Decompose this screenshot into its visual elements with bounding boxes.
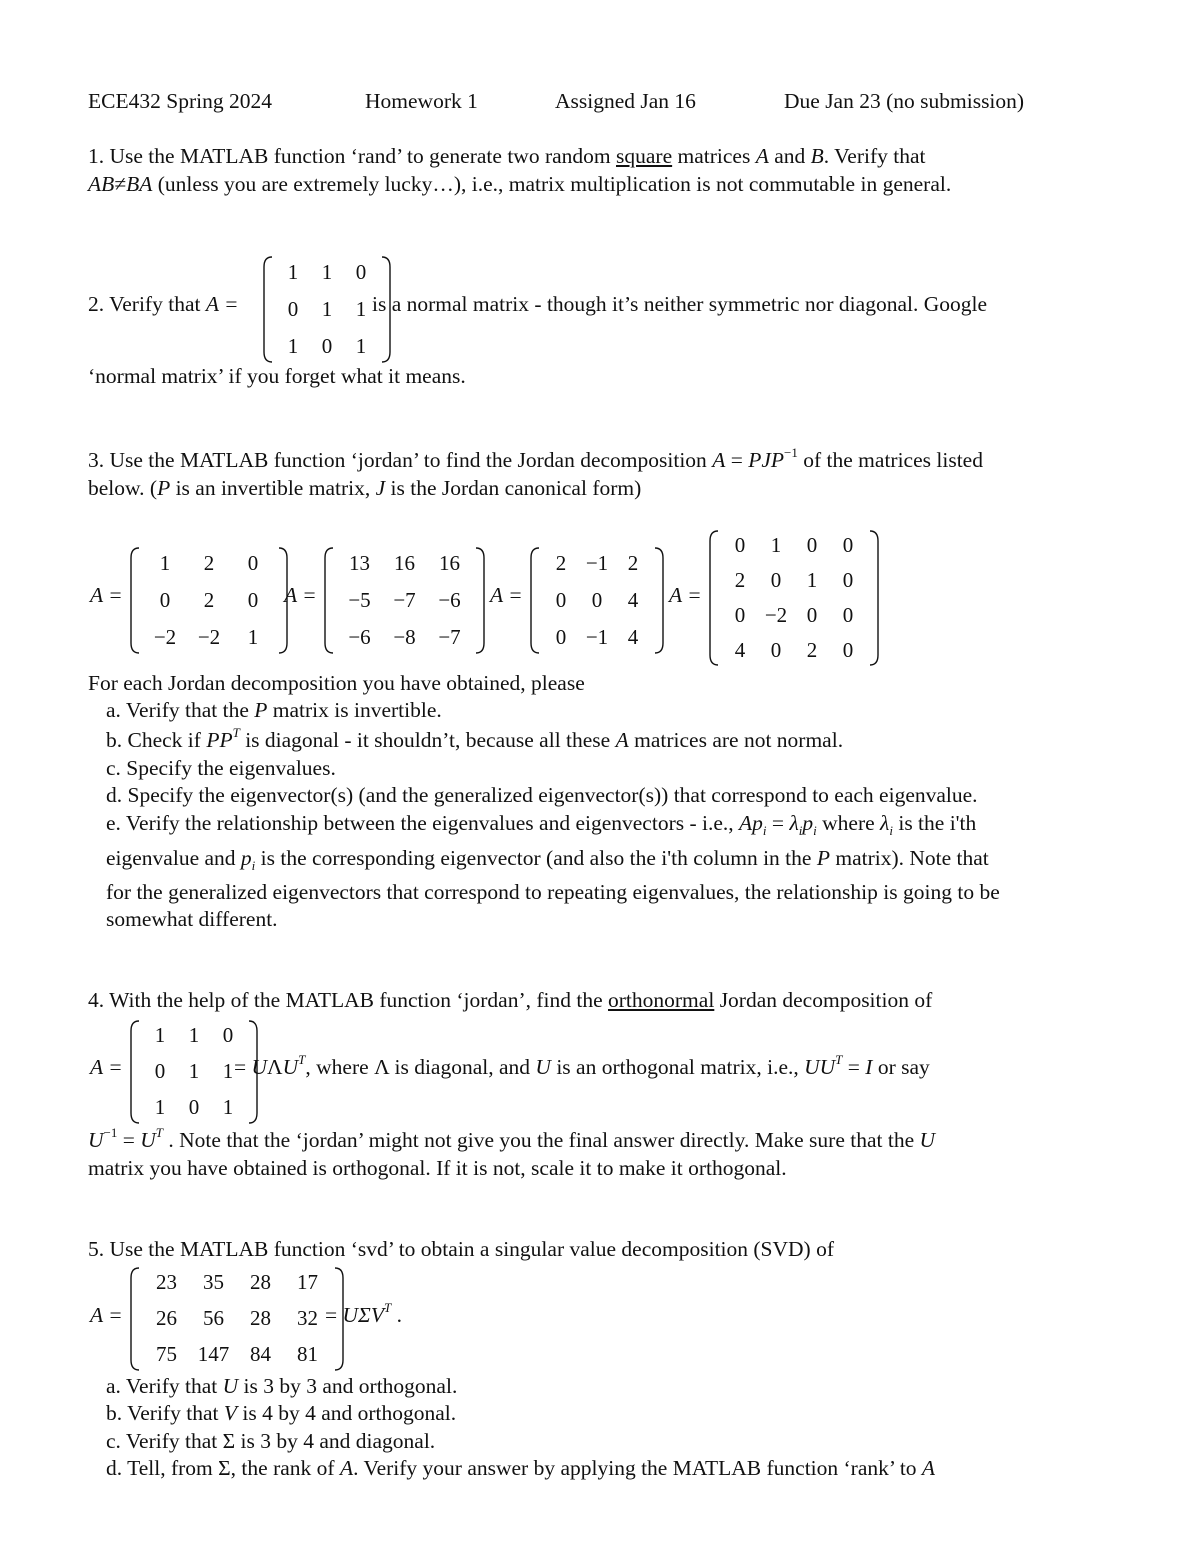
matrix-cell: −1 [585, 624, 609, 649]
matrix-cell: −5 [348, 587, 371, 612]
matrix-cell: 1 [188, 1059, 200, 1084]
problem-3-item-d: d. Specify the eigenvector(s) (and the generalized eigenvector(s)) that correspond to each eigenvalue. [106, 783, 978, 807]
problem-3-matrix-2 [323, 545, 486, 656]
matrix-cell: 28 [250, 1306, 271, 1331]
matrix-cell: 4 [734, 637, 746, 662]
matrix-cell: 84 [250, 1342, 271, 1367]
matrix-cell: 0 [555, 587, 567, 612]
matrix-cell: −6 [438, 587, 461, 612]
matrix-1-label: A = [90, 583, 123, 607]
matrix-cell: −7 [438, 624, 461, 649]
problem-5-matrix [129, 1265, 345, 1373]
matrix-cell: 1 [355, 296, 367, 321]
left-paren [129, 1265, 141, 1373]
matrix-cell: −6 [348, 624, 371, 649]
matrix-cell: 75 [156, 1342, 177, 1367]
matrix-cell: 147 [197, 1342, 230, 1367]
problem-3-matrix-4 [708, 528, 880, 668]
matrix-cell: 0 [287, 296, 299, 321]
problem-5-item-a: a. Verify that U is 3 by 3 and orthogonal. [106, 1374, 458, 1398]
matrix-cell: 0 [842, 567, 854, 592]
matrix-cell: 2 [806, 637, 818, 662]
matrix-cell: 0 [734, 532, 746, 557]
matrix-cell: 32 [297, 1306, 318, 1331]
left-paren [323, 545, 335, 656]
matrix-cell: 1 [222, 1095, 234, 1120]
problem-3-item-b: b. Check if $PP^T$ is diagonal - it shouldn’t, because all these A matrices are not normal. [106, 725, 844, 752]
matrix-cell: 17 [297, 1270, 318, 1295]
problem-5-item-d: d. Tell, from Σ, the rank of A. Verify your answer by applying the MATLAB function ‘rank’ to A [106, 1456, 936, 1480]
matrix-cell: 0 [247, 587, 259, 612]
problem-3-item-e: e. Verify the relationship between the eigenvalues and eigenvectors - i.e., $Ap_i = \lambda_ip_i$ where $\lambda_i$ is the i'th [106, 811, 977, 838]
matrix-cell: 1 [321, 296, 333, 321]
matrix-cell: 0 [806, 602, 818, 627]
matrix-cell: 16 [394, 550, 415, 575]
problem-3-item-e-line-2: eigenvalue and $p_i$ is the corresponding eigenvector (and also the i'th column in the P matrix). Note that [106, 846, 989, 873]
matrix-cell: 1 [247, 624, 259, 649]
left-paren [708, 528, 720, 668]
right-paren [474, 545, 486, 656]
matrix-cell: 0 [159, 587, 171, 612]
matrix-cell: 0 [188, 1095, 200, 1120]
matrix-cell: −7 [393, 587, 416, 612]
course-label: ECE432 Spring 2024 [88, 89, 272, 113]
matrix-cell: 0 [770, 637, 782, 662]
matrix-4-label: A = [669, 583, 702, 607]
problem-3-matrix-3 [529, 545, 665, 656]
matrix-cell: −8 [393, 624, 416, 649]
problem-2-post: is a normal matrix - though it’s neither symmetric nor diagonal. Google [372, 292, 988, 316]
matrix-cell: 1 [159, 550, 171, 575]
matrix-2-label: A = [284, 583, 317, 607]
matrix-cell: 0 [770, 567, 782, 592]
matrix-cell: 1 [321, 259, 333, 284]
left-paren [529, 545, 541, 656]
matrix-cell: 2 [627, 550, 639, 575]
homework-label: Homework 1 [365, 89, 478, 113]
matrix-cell: −1 [585, 550, 609, 575]
matrix-cell: −2 [197, 624, 221, 649]
matrix-cell: 0 [355, 259, 367, 284]
problem-5-line-1: 5. Use the MATLAB function ‘svd’ to obtain a singular value decomposition (SVD) of [88, 1237, 835, 1261]
matrix-cell: 0 [842, 637, 854, 662]
matrix-cell: 1 [154, 1095, 166, 1120]
matrix-cell: 1 [188, 1023, 200, 1048]
matrix-cell: 0 [321, 333, 333, 358]
matrix-cell: −2 [153, 624, 177, 649]
matrix-cell: 0 [247, 550, 259, 575]
problem-3-item-a: a. Verify that the P matrix is invertible. [106, 698, 442, 722]
matrix-cell: 0 [222, 1023, 234, 1048]
matrix-cell: 4 [627, 587, 639, 612]
matrix-cell: 23 [156, 1270, 177, 1295]
problem-4-line-1: 4. With the help of the MATLAB function ‘jordan’, find the orthonormal Jordan decomposition of [88, 988, 933, 1012]
matrix-cell: 2 [203, 550, 215, 575]
matrix-cell: 56 [203, 1306, 224, 1331]
right-paren [868, 528, 880, 668]
matrix-cell: 35 [203, 1270, 224, 1295]
problem-3-item-e-line-3: for the generalized eigenvectors that correspond to repeating eigenvalues, the relationship is going to be [106, 880, 1000, 904]
matrix-cell: 0 [842, 532, 854, 557]
matrix-cell: −2 [764, 602, 788, 627]
matrix-cell: 13 [349, 550, 370, 575]
left-paren [262, 254, 274, 365]
left-paren [129, 1018, 141, 1126]
problem-3-line-2: below. (P is an invertible matrix, J is the Jordan canonical form) [88, 476, 642, 500]
problem-2-pre: 2. Verify that A = [88, 292, 239, 316]
problem-4-line-3: $U^{-1} = U^T$ . Note that the ‘jordan’ might not give you the final answer directly. Make sure that the U [88, 1125, 936, 1152]
problem-4-matrix-label: A = [90, 1055, 123, 1079]
problem-4-equation: = $U\Lambda U^T$, where Λ is diagonal, and U is an orthogonal matrix, i.e., $UU^T = I$ or say [234, 1052, 930, 1079]
problem-2-line-2: ‘normal matrix’ if you forget what it means. [88, 364, 466, 388]
problem-3-matrix-1 [129, 545, 289, 656]
matrix-cell: 0 [842, 602, 854, 627]
problem-3-item-e-line-4: somewhat different. [106, 907, 278, 931]
matrix-cell: 28 [250, 1270, 271, 1295]
matrix-cell: 81 [297, 1342, 318, 1367]
left-paren [129, 545, 141, 656]
matrix-cell: 2 [203, 587, 215, 612]
matrix-cell: 16 [439, 550, 460, 575]
matrix-cell: 0 [555, 624, 567, 649]
matrix-cell: 26 [156, 1306, 177, 1331]
matrix-cell: 0 [806, 532, 818, 557]
problem-3-line-1: 3. Use the MATLAB function ‘jordan’ to find the Jordan decomposition $A = PJP^{-1}$ of the matrices listed [88, 445, 983, 472]
matrix-cell: 0 [734, 602, 746, 627]
problem-1-line-1: 1. Use the MATLAB function ‘rand’ to generate two random square matrices A and B. Verify that [88, 144, 926, 168]
right-paren [653, 545, 665, 656]
due-date: Due Jan 23 (no submission) [784, 89, 1025, 113]
problem-3-item-c: c. Specify the eigenvalues. [106, 756, 336, 780]
problem-5-item-b: b. Verify that V is 4 by 4 and orthogonal. [106, 1401, 457, 1425]
matrix-cell: 1 [806, 567, 818, 592]
matrix-cell: 0 [154, 1059, 166, 1084]
matrix-cell: 0 [591, 587, 603, 612]
problem-4-line-4: matrix you have obtained is orthogonal. If it is not, scale it to make it orthogonal. [88, 1156, 787, 1180]
matrix-cell: 2 [555, 550, 567, 575]
matrix-cell: 1 [355, 333, 367, 358]
matrix-cell: 1 [287, 259, 299, 284]
problem-3-intro: For each Jordan decomposition you have obtained, please [88, 671, 585, 695]
matrix-3-label: A = [490, 583, 523, 607]
problem-5-equation: = $U\Sigma V^T$ . [325, 1300, 402, 1327]
matrix-cell: 1 [222, 1059, 234, 1084]
problem-1-line-2: AB≠BA (unless you are extremely lucky…), i.e., matrix multiplication is not commutable in general. [88, 172, 952, 196]
matrix-cell: 1 [287, 333, 299, 358]
problem-5-item-c: c. Verify that Σ is 3 by 4 and diagonal. [106, 1429, 436, 1453]
matrix-cell: 4 [627, 624, 639, 649]
matrix-cell: 2 [734, 567, 746, 592]
assigned-date: Assigned Jan 16 [555, 89, 696, 113]
matrix-cell: 1 [770, 532, 782, 557]
matrix-cell: 1 [154, 1023, 166, 1048]
problem-5-matrix-label: A = [90, 1303, 123, 1327]
